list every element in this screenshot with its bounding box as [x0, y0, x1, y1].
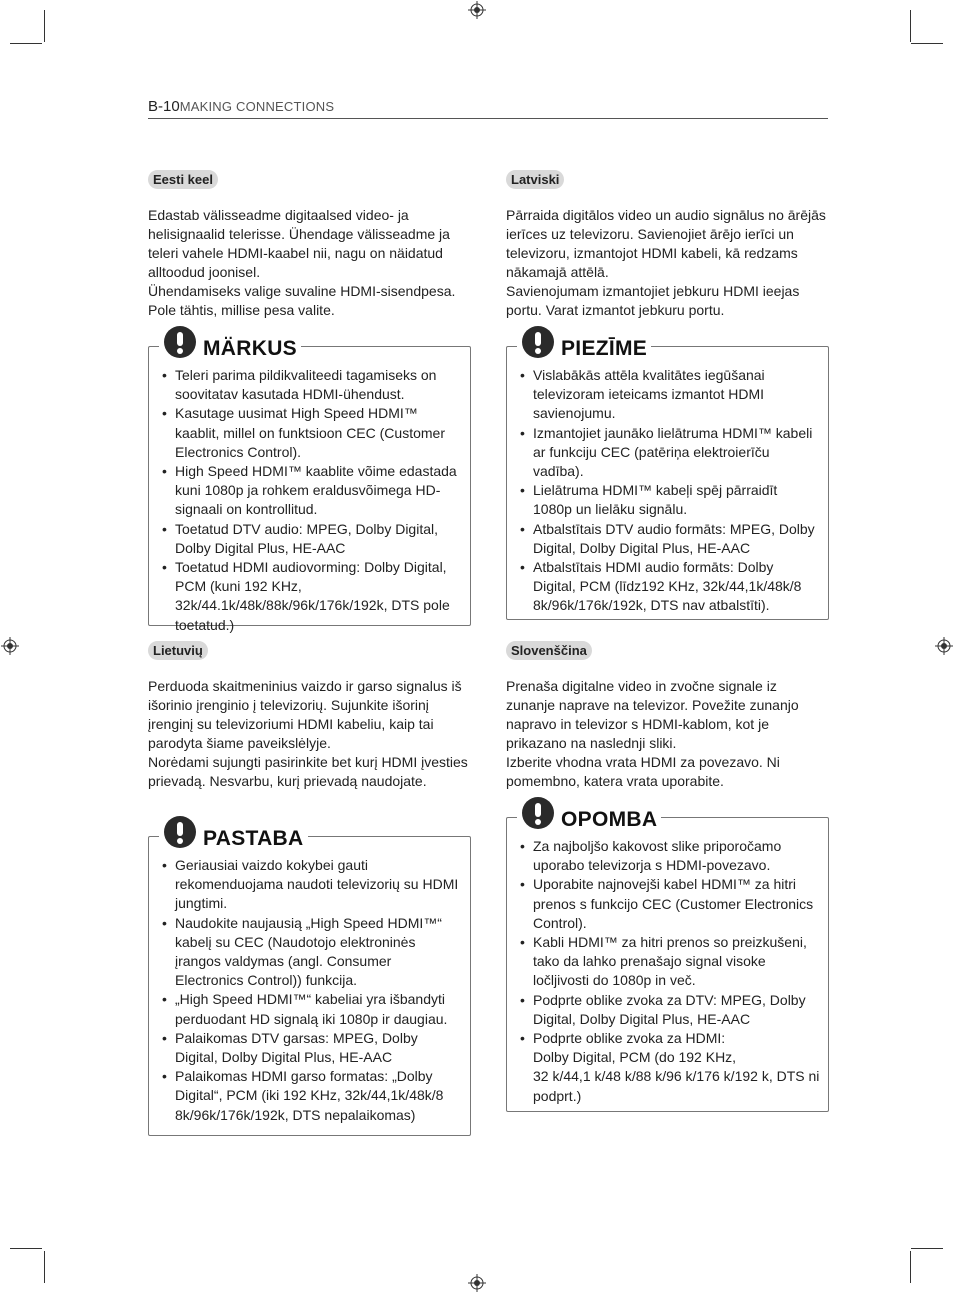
note-box — [506, 337, 829, 620]
intro-paragraph: Edastab välisseadme digitaalsed video- ja helisignaalid telerisse. Ühendage välisseadme ja teleri vahele HDMI-kaabel nii, nagu on näidatud alltoodud joonisel. Ühendamiseks valige suvaline HDMI-sisendpesa. Pole tähtis, millise pesa valite. — [148, 207, 456, 318]
note-box — [148, 827, 471, 1136]
list-item: • Podprte oblike zvoka za DTV: MPEG, Dolby Digital, Dolby Digital Plus, HE-AAC — [519, 991, 820, 1029]
list-item: • Podprte oblike zvoka za HDMI: Dolby Digital, PCM (do 192 KHz, 32 k/44,1 k/48 k/88 k/96 k/176 k/192 k, DTS ni podprt.) — [519, 1029, 820, 1106]
intro-paragraph: Pārraida digitālos video un audio signālus no ārējās ierīces uz televizoru. Savienojiet ārējo ierīci un televizoru, izmantojot HDMI kabeli, kā redzams nākamajā attēlā. Savienojumam izmantojiet jebkuru HDMI ieejas portu. Varat izmantot jebkuru portu. — [506, 207, 826, 318]
note-box — [148, 337, 471, 633]
language-tag: Latviski — [506, 170, 564, 189]
crop-mark — [10, 43, 42, 44]
list-item: • High Speed HDMI™ kaablite võime edastada kuni 1080p ja rohkem eraldusvõimega HD-signaali on kontrollitud. — [161, 462, 462, 520]
registration-mark-icon — [468, 1274, 486, 1292]
note-header — [159, 325, 301, 365]
crop-mark — [911, 43, 943, 44]
crop-mark — [911, 1248, 943, 1249]
section-lithuanian — [148, 641, 470, 791]
list-item: • Naudokite naujausią „High Speed HDMI™“ kabelį su CEC (Naudotojo elektroninės įrangos valdymas (angl. Consumer Electronics Control)) funkcija. — [161, 914, 462, 991]
list-item: • Palaikomas DTV garsas: MPEG, Dolby Digital, Dolby Digital Plus, HE-AAC — [161, 1029, 462, 1067]
list-item: • Teleri parima pildikvaliteedi tagamiseks on soovitatav kasutada HDMI-ühendust. — [161, 366, 462, 404]
list-item: • Toetatud HDMI audiovorming: Dolby Digital, PCM (kuni 192 KHz, 32k/44.1k/48k/88k/96k/176k/192k, DTS pole toetatud.) — [161, 558, 462, 635]
section-slovenian — [506, 641, 828, 791]
page-header — [148, 98, 828, 119]
note-list — [519, 366, 820, 616]
section-latvian — [506, 170, 828, 320]
list-item: • Geriausiai vaizdo kokybei gauti rekomenduojama naudoti televizorių su HDMI jungtimi. — [161, 856, 462, 914]
crop-mark — [910, 1251, 911, 1283]
note-title: MÄRKUS — [203, 337, 297, 360]
exclamation-icon — [163, 815, 197, 849]
crop-mark — [44, 1251, 45, 1283]
list-item: • Lielātruma HDMI™ kabeļi spēj pārraidīt 1080p un lielāku signālu. — [519, 481, 820, 519]
note-box — [506, 808, 829, 1112]
note-list — [519, 837, 820, 1106]
registration-mark-icon — [935, 637, 953, 655]
language-tag: Slovenščina — [506, 641, 592, 660]
list-item: • Uporabite najnovejši kabel HDMI™ za hitri prenos s funkcijo CEC (Customer Electronics Control). — [519, 875, 820, 933]
note-title: PIEZĪME — [561, 337, 648, 360]
language-tag: Lietuvių — [148, 641, 208, 660]
exclamation-icon — [521, 325, 555, 359]
list-item: • Kabli HDMI™ za hitri prenos so preizkušeni, tako da lahko prenašajo signal visoke ločljivosti do 1080p in več. — [519, 933, 820, 991]
note-list — [161, 856, 462, 1125]
list-item: • Izmantojiet jaunāko lielātruma HDMI™ kabeli ar funkciju CEC (patēriņa elektroierīču vadība). — [519, 424, 820, 482]
list-item: • Atbalstītais DTV audio formāts: MPEG, Dolby Digital, Dolby Digital Plus, HE-AAC — [519, 520, 820, 558]
note-header — [517, 325, 651, 365]
list-item: • Toetatud DTV audio: MPEG, Dolby Digital, Dolby Digital Plus, HE-AAC — [161, 520, 462, 558]
crop-mark — [910, 10, 911, 42]
exclamation-icon — [163, 325, 197, 359]
list-item: • „High Speed HDMI™“ kabeliai yra išbandyti perduodant HD signalą iki 1080p ir daugiau. — [161, 990, 462, 1028]
page-number: B-10 — [148, 98, 180, 115]
page-title: MAKING CONNECTIONS — [179, 99, 335, 114]
list-item: • Atbalstītais HDMI audio formāts: Dolby Digital, PCM (līdz192 KHz, 32k/44,1k/48k/8 8k/96k/176k/192k, DTS nav atbalstīti). — [519, 558, 820, 616]
registration-mark-icon — [1, 637, 19, 655]
intro-paragraph: Prenaša digitalne video in zvočne signale iz zunanje naprave na televizor. Povežite zunanjo napravo in televizor s HDMI-kablom, kot je prikazano na naslednji sliki. Izberite vhodna vrata HDMI za povezavo. Ni pomembno, katera vrata uporabite. — [506, 678, 799, 789]
crop-mark — [10, 1248, 42, 1249]
note-header — [159, 815, 308, 855]
note-header — [517, 796, 661, 836]
intro-paragraph: Perduoda skaitmeninius vaizdo ir garso signalus iš išorinio įrenginio į televizorių. Sujunkite išorinį įrenginį su televizoriumi HDMI kabeliu, kaip tai parodyta šiame paveikslėlyje. Norėdami sujungti pasirinkite bet kurį HDMI įvesties prievadą. Nesvarbu, kurį prievadą naudojate. — [148, 678, 468, 789]
note-title: OPOMBA — [561, 808, 658, 831]
note-title: PASTABA — [203, 827, 304, 850]
section-estonian — [148, 170, 470, 320]
list-item: • Za najboljšo kakovost slike priporočamo uporabo televizorja s HDMI-povezavo. — [519, 837, 820, 875]
exclamation-icon — [521, 796, 555, 830]
registration-mark-icon — [468, 1, 486, 19]
crop-mark — [44, 10, 45, 42]
note-list — [161, 366, 462, 635]
language-tag: Eesti keel — [148, 170, 218, 189]
list-item: • Vislabākās attēla kvalitātes iegūšanai televizoram ieteicams izmantot HDMI savienojumu. — [519, 366, 820, 424]
list-item: • Kasutage uusimat High Speed HDMI™ kaablit, millel on funktsioon CEC (Customer Electronics Control). — [161, 404, 462, 462]
list-item: • Palaikomas HDMI garso formatas: „Dolby Digital“, PCM (iki 192 KHz, 32k/44,1k/48k/8 8k/96k/176k/192k, DTS nepalaikomas) — [161, 1067, 462, 1125]
